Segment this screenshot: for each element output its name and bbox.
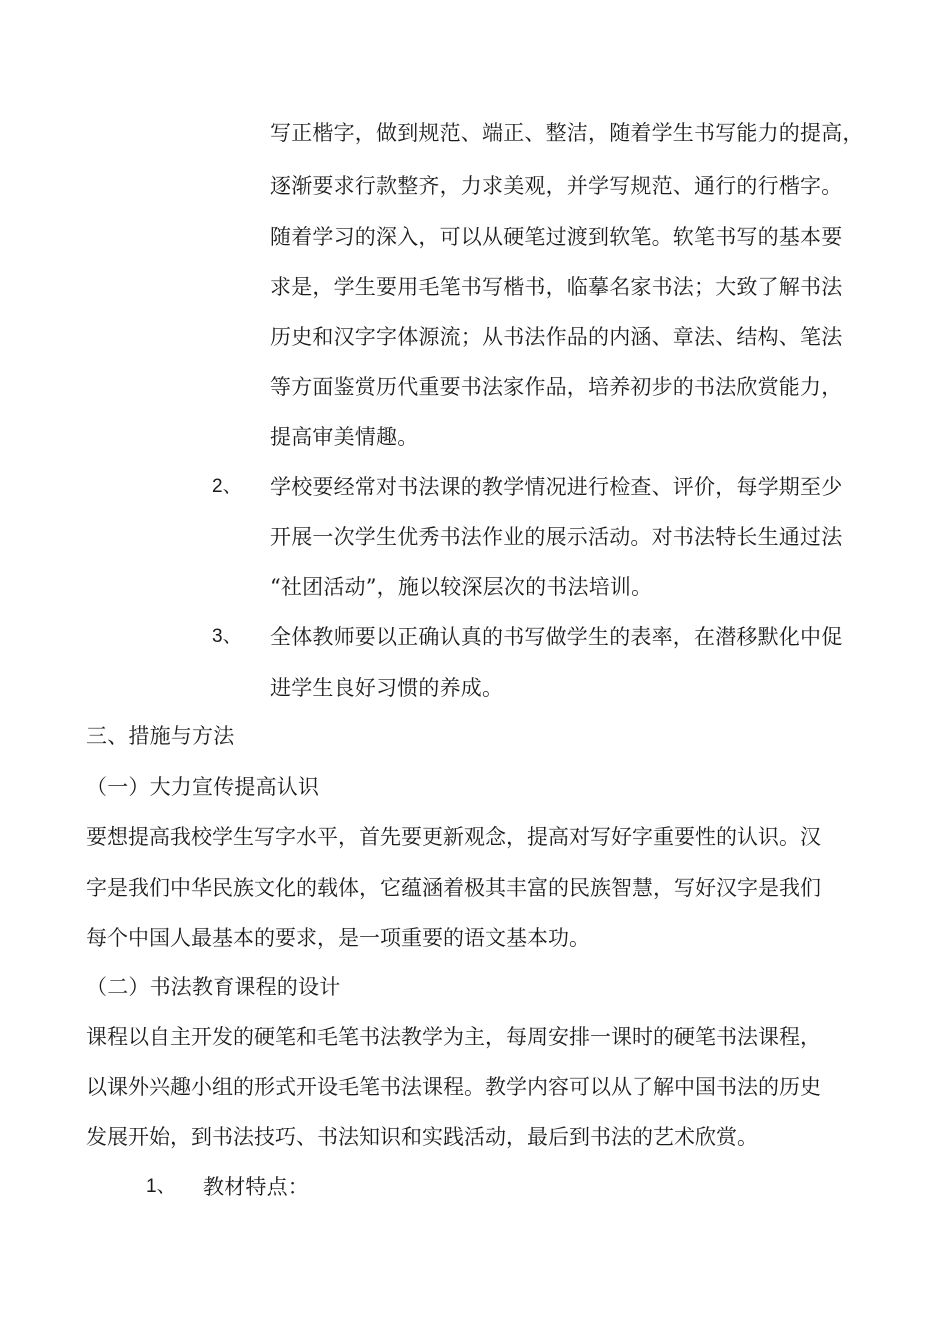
- subsection-1-heading: （一）大力宣传提高认识: [86, 775, 320, 799]
- item3-line-2: 进学生良好习惯的养成。: [270, 676, 504, 700]
- item1-line-3: 随着学习的深入，可以从硬笔过渡到软笔。软笔书写的基本要: [270, 225, 843, 249]
- item1-line-4: 求是，学生要用毛笔书写楷书，临摹名家书法；大致了解书法: [270, 275, 843, 299]
- list-item-1-label: 教材特点：: [203, 1175, 309, 1199]
- item1-line-7: 提高审美情趣。: [270, 425, 419, 449]
- sub1-paragraph-line-3: 每个中国人最基本的要求，是一项重要的语文基本功。: [86, 926, 590, 950]
- sub2-paragraph-line-1: 课程以自主开发的硬笔和毛笔书法教学为主，每周安排一课时的硬笔书法课程，: [86, 1025, 821, 1049]
- item1-line-1: 写正楷字，做到规范、端正、整洁，随着学生书写能力的提高，: [270, 121, 864, 145]
- item3-number: 3、: [212, 626, 242, 647]
- item1-line-2: 逐渐要求行款整齐，力求美观，并学写规范、通行的行楷字。: [270, 174, 843, 198]
- subsection-2-heading: （二）书法教育课程的设计: [86, 975, 341, 999]
- item2-line-2: 开展一次学生优秀书法作业的展示活动。对书法特长生通过法: [270, 525, 843, 549]
- item1-line-5: 历史和汉字字体源流；从书法作品的内涵、章法、结构、笔法: [270, 325, 843, 349]
- list-item-1-number: 1、: [146, 1176, 176, 1197]
- item3-line-1: 全体教师要以正确认真的书写做学生的表率，在潜移默化中促: [270, 625, 843, 649]
- sub1-paragraph-line-1: 要想提高我校学生写字水平，首先要更新观念，提高对写好字重要性的认识。汉: [86, 825, 821, 849]
- sub2-paragraph-line-2: 以课外兴趣小组的形式开设毛笔书法课程。教学内容可以从了解中国书法的历史: [86, 1075, 821, 1099]
- sub2-paragraph-line-3: 发展开始，到书法技巧、书法知识和实践活动，最后到书法的艺术欣赏。: [86, 1125, 758, 1149]
- item2-line-1: 学校要经常对书法课的教学情况进行检查、评价，每学期至少: [270, 475, 843, 499]
- item2-number: 2、: [212, 476, 242, 497]
- section-heading: 三、措施与方法: [86, 724, 235, 748]
- sub1-paragraph-line-2: 字是我们中华民族文化的载体，它蕴涵着极其丰富的民族智慧，写好汉字是我们: [86, 876, 821, 900]
- item1-line-6: 等方面鉴赏历代重要书法家作品，培养初步的书法欣赏能力，: [270, 375, 843, 399]
- item2-line-3: “社团活动”，施以较深层次的书法培训。: [270, 575, 653, 599]
